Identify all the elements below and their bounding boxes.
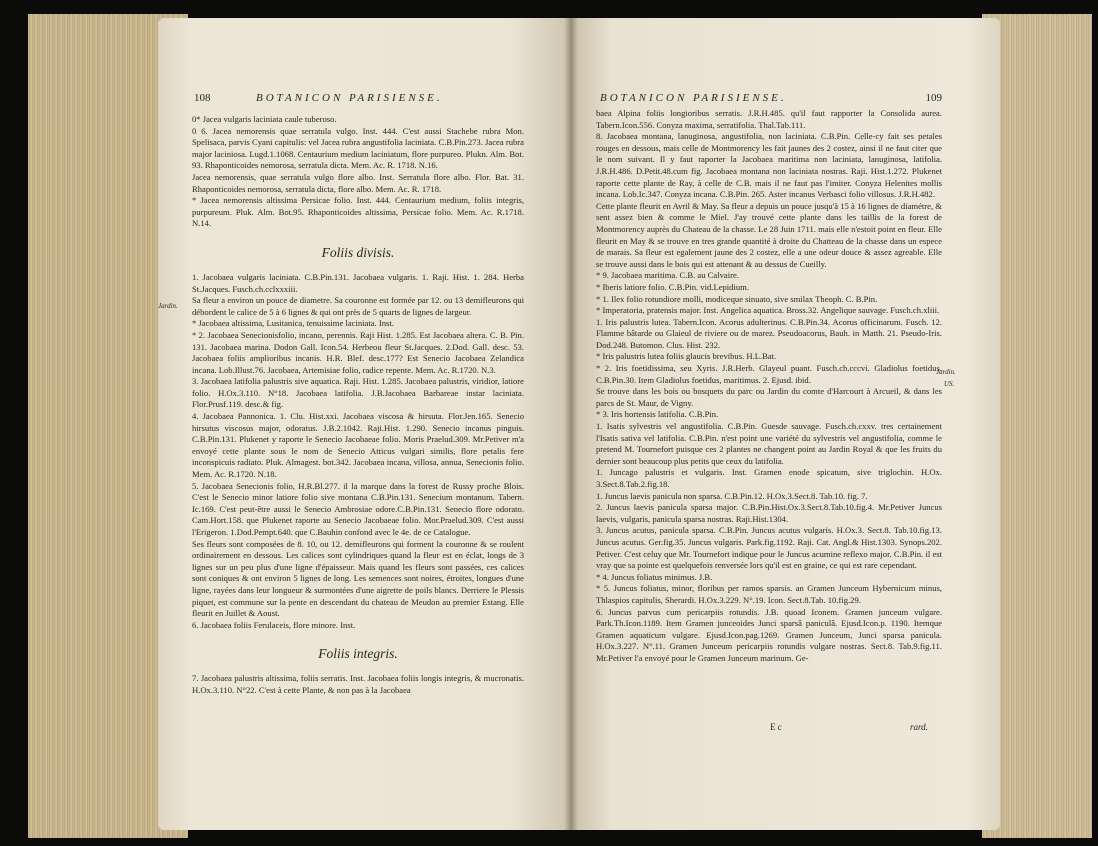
text-paragraph: Sa fleur a environ un pouce de diametre. Sa couronne est formée par 12. ou 13 demifleurons qui débordent le calice de 5 à 6 lignes & qui ont près de 5 quarts de lignes de largeur. <box>192 295 524 317</box>
text-paragraph: * 4. Juncus foliatus minimus. J.B. <box>596 571 713 582</box>
text-paragraph: 7. Jacobaea palustris altissima, foliis serratis. Inst. Jacobaea foliis longis integris, & mucronatis. H.Ox.3.110. N°22. C'est à cette Plante, & non pas à la Jacobaea <box>192 673 524 695</box>
text-paragraph: * 1. Ilex folio rotundiore molli, modiceque sinuato, sive smilax Theoph. C. B.Pin. <box>596 293 878 304</box>
right-margin-note-jardin: Jardin. <box>936 368 956 376</box>
left-page-number: 108 <box>194 92 211 104</box>
text-paragraph: 3. Jacobaea latifolia palustris sive aquatica. Raji. Hist. 1.285. Jacobaea palustris, viridior, latiore folio. H.Ox.3.110. N°18. Jacobaea latifolia. J.B.Jacobaea Barbareae instar laciniata. Flor.Prusf.119. desc.& fig. <box>192 376 524 410</box>
text-paragraph: 1. Jacobaea vulgaris laciniata. C.B.Pin.131. Jacobaea vulgaris. 1. Raji. Hist. 1. 284. Herba St.Jacques. Fusch.ch.cclxxxiii. <box>192 271 524 294</box>
text-paragraph: Se trouve dans les bois ou bosquets du parc ou Jardin du comte d'Harcourt à Arcueil, & dans les parcs de St. Maur, de Vigny. <box>596 386 942 408</box>
right-running-title: BOTANICON PARISIENSE. <box>600 92 787 104</box>
text-paragraph: 1. Iris palustris lutea. Tabern.Icon. Acorus adulterinus. C.B.Pin.34. Acorus officinarum. Fusch. 12. Flamme bâtarde ou Glaieul de riviere ou de marez. Pseudoacorus, Bauh. in Matth. 21. Pseudo-Iris. Dod.248. Butomon. Clus. Hist. 232. <box>596 316 942 350</box>
text-paragraph: 0* Jacea vulgaris laciniata caule tuberoso. <box>192 114 337 124</box>
text-paragraph: 5. Jacobaea Senecionis folio, H.R.Bl.277. il la marque dans la forest de Russy proche Blois. C'est le Senecio minor latiore folio sive montana C.B.Pin.131. Senecium montanum. Tabern. Ic.169. C'est peut-être aussi le Senecio Ambrosiae odore.C.B.Pin.131. Senecio flore odorato. Cam.Hort.158. que Plukenet raporte au Senecio Jacobaeae folio. Mor.Praelud.309. C'est aussi l'Erigeron. 1.Dod.Pempt.640. que C.Bauhin confond avec le 4e. de ce Catalogue. <box>192 480 524 537</box>
right-page-text <box>596 108 942 665</box>
text-paragraph: 3. Juncus acutus, panicula sparsa. C.B.Pin. Juncus acutus vulgaris. H.Ox.3. Sect.8. Tab.10.fig.13. Juncus acutus. Ger.fig.35. Juncus vulgaris. Park.fig.1192. Raji. Cat. Angl.& Hist.1303. Synops.202. Petiver. C'est celuy que Mr. Tournefort indique pour le Juncus acumine reflexo major. C.B.Pin. il est vray que sa pointe est quelquefois renversée lors qu'il est en graine, ce qui est rare cependant. <box>596 525 942 571</box>
section-title-foliis-integris: Foliis integris. <box>318 646 398 662</box>
text-paragraph: 2. Juncus laevis panicula sparsa major. C.B.Pin.Hist.Ox.3.Sect.8.Tab.10.fig.4. Mr.Petiver Juncus laevis, vulgaris, panicula sparsa nostras. Raji.Hist.1304. <box>596 502 942 524</box>
section-title-foliis-divisis: Foliis divisis. <box>321 244 395 260</box>
text-paragraph: Jacea nemorensis, quae serratula vulgo flore albo. Inst. Serratula flore albo. Flor. Bat. 31. Rhaponticoides nemorosa, serratula dicta, flore albo. Mem. Ac. R. 1718. <box>192 171 524 194</box>
left-page-text <box>192 114 524 697</box>
text-paragraph: 6. Jacobaea foliis Ferulaceis, flore minore. Inst. <box>192 619 356 630</box>
catchword: rard. <box>910 722 928 732</box>
text-paragraph: 1. Juncago palustris et vulgaris. Inst. Gramen enode spicatum, sive triglochin. H.Ox. 3.Sect.8.Tab.2.fig.18. <box>596 467 942 489</box>
text-paragraph: baea Alpina foliis longioribus serratis. J.R.H.485. qu'il faut rapporter la Consolida aurea. Tabern.Icon.556. Conyza maxima, serratifolia. Thal.Tab.111. <box>596 108 942 130</box>
text-paragraph: 1. Isatis sylvestris vel angustifolia. C.B.Pin. Guesde sauvage. Fusch.ch.cxxv. tres certainement l'Isatis sativa vel latifolia. C.B.Pin. n'est point une variété du sylvestris vel angustifolia, comme le pretend M. Tournefort puisque ces 2 plantes ne changent point au Jardin Royal & que les fruits du dernier sont beaucoup plus petits que ceux du latifolia. <box>596 421 942 466</box>
text-paragraph: * 2. Iris foetidissima, seu Xyris. J.R.Herb. Glayeul puant. Fusch.ch.cccvi. Gladiolus foetidus. C.B.Pin.30. Item Gladiolus foetidus, maritimus. 2. Ejusd. ibid. <box>596 363 942 385</box>
text-paragraph: Cette plante fleurit en Avril & May. Sa fleur a depuis un pouce jusqu'à 15 à 16 lignes de diamétre, & sent assez bien & comme le Miel. J'ay trouvé cette plante dans les taillis de la forest de Montmorency auprès du Chateau de la chasse. Le 28 Juin 1711. mais elle n'estoit point en fleur. Elle fleurit en May & se trouve en tres grande quantité à droite du Chatteau de la chasse dans un espece de marais. Sa fleur est egalement jaune des 2 costez, elle a une odeur douce & assez agreable. Elle se trouve aussi dans le bois qui est attenant & au dessus de Cueilly. <box>596 200 942 269</box>
left-page <box>158 18 570 830</box>
text-paragraph: * Iberis latiore folio. C.B.Pin. vid.Lepidium. <box>596 281 750 292</box>
text-paragraph: 6. Juncus parvus cum pericarpiis rotundis. J.B. quoad Iconem. Gramen junceum vulgare. Park.Th.Icon.1189. Item Gramen junceoides Junci sparsâ paniculâ. Ejusd.Icon.p. 1190. Itemque Gramen aquaticum vulgare. Ejusd.Icon.pag.1269. Gramen Junceum, Junci sparsa panicula. H.Ox.3.227. N°.11. Gramen Junceum pericarpiis rotundis vulgare nostras. Sect.8. Tab.9.fig.11. Mr.Petiver l'a envoyé pour le Gramen Junceum marinum. Ge- <box>596 606 942 663</box>
text-paragraph: * Jacea nemorensis altissima Persicae folio. Inst. 444. Centaurium medium, foliis integris, purpureum. Pluk. Alm. Bot.95. Rhaponticoides altissima, Persicae folio. Mem. Ac. R.1718. N.14. <box>192 195 524 229</box>
text-paragraph: * 5. Juncus foliatus, minor, floribus per ramos sparsis. an Gramen Junceum Hybernicum minus, Thlaspios capitulis, Sherardi. H.Ox.3.229. N°.19. Icon. Sect.8.Tab. 10.fig.29. <box>596 583 942 605</box>
text-paragraph: Ses fleurs sont composées de 8. 10, ou 12. demifleurons qui forment la couronne & se roulent ordinairement en dessous. Les calices sont cylindriques quand la fleur est en éclat, longs de 3 lignes sur un peu plus d'une ligne d'épaisseur. Mais quand les fleurs sont passées, ces calices sont coniques & ont environ 5 lignes de long. Les semences sont noires, étroites, longues d'une ligne, rayées dans leur longueur & surmontées d'une aigrette de poils blancs. Derriere le Plessis piquet, est commune sur la pente en descendant du chateau de Meudon au premier Estang. Elle fleurit en Juillet & Aoust. <box>192 538 524 619</box>
text-paragraph: 8. Jacobaea montana, lanuginosa, angustifolia, non laciniata. C.B.Pin. Celle-cy fait ses petales rouges en dessous, mais celle de Montmorency les fait jaunes des 2 costez, ainsi il ne faut citer que le nom suivant. Il y faut raporter la Jacobaea maritima non laciniata, lanuginosa, latifolia. J.R.H.486. D.Petit.48.cum fig. Jacobaea montana non laciniata nostras. Raji. Hist.1.272. Plukenet raporte cette plante de Ray, à celle de C.B. mais il ne faut pas l'imiter. Conyza Helenites mollis incana. Lob.Ic.347. Conyza incana. C.B.Pin. 265. Aster incanus Verbasci folio villosus. J.R.H.482. <box>596 131 942 200</box>
right-margin-note-us: US. <box>944 380 955 388</box>
text-paragraph: * 2. Jacobaea Senecionisfolio, incano, perennis. Raji Hist. 1.285. Est Jacobaea altera. C. B. Pin. 131. Jacobaea marina. Dodon Gall. Icon.54. Herbeou fleur St.Jacques. 2.Dod. Gall. desc. 53. Jacobaea foliis amplioribus incanis. H.R. Blef. desc.177? Est Senecio Jacobaea Zelandica incana. Lob.Illust.76. Jacobaea, Artemisiae folio, radice repente. Mem. Ac. R.1720. N.3. <box>192 329 524 375</box>
text-paragraph: 4. Jacobaea Pannonica. 1. Clu. Hist.xxi. Jacobaea viscosa & hirsuta. Flor.Jen.165. Senecio hirsutus viscosus major, odoratus. J.B.2.1042. Raji.Hist. 1.290. Senecio incanus pinguis. C.B.Pin.131. Plukenet y raporte le Senecio Jacobaeae folio. Moris Praelud.309. Mr.Petiver m'a envoyé cette plante sous le nom de Senecio Atticus vulgari similis, flore petalis fere inconspicuis radiato. Pluk. Almagest. bot.342. Jacobaea incana, villosa, annua, Senecionis folio. Mem. Ac. R.1720. N.18. <box>192 411 524 480</box>
text-paragraph: 0 6. Jacea nemorensis quae serratula vulgo. Inst. 444. C'est aussi Stachebe rubra Mon. Spelisaca, parvis Cyani capitulis: vel Jacea rubra angustifolia laciniata. C.B.Pin.273. Jacea rubra major laciniosa. Lugd.1.1068. Centaurium medium laciniatum, flore purpureo. Plukn. Alm. Bot. 93. Rhaponticoides nemorosa, serratula dicta. Mem. Ac. R. 1718. N.16. <box>192 125 524 171</box>
text-paragraph: * 9. Jacobaea maritima. C.B. au Calvaire. <box>596 270 739 281</box>
right-page <box>570 18 1000 830</box>
text-paragraph: * Jacobaea altissima, Lusitanica, tenuissime laciniata. Inst. <box>192 318 394 329</box>
left-margin-note: Jardin. <box>158 302 178 310</box>
signature-mark: E c <box>770 722 782 732</box>
text-paragraph: 1. Juncus laevis panicula non sparsa. C.B.Pin.12. H.Ox.3.Sect.8. Tab.10. fig. 7. <box>596 490 868 501</box>
right-page-number: 109 <box>925 92 942 104</box>
text-paragraph: * Imperatoria, pratensis major. Inst. Angelica aquatica. Bross.32. Angelique sauvage. Fusch.ch.xliii. <box>596 305 940 316</box>
open-book <box>28 6 1092 842</box>
left-running-title: BOTANICON PARISIENSE. <box>256 92 443 104</box>
text-paragraph: * 3. Iris hortensis latifolia. C.B.Pin. <box>596 409 719 420</box>
book-gutter <box>564 18 578 830</box>
text-paragraph: * Iris palustris lutea foliis glaucis brevibus. H.L.Bat. <box>596 351 777 362</box>
